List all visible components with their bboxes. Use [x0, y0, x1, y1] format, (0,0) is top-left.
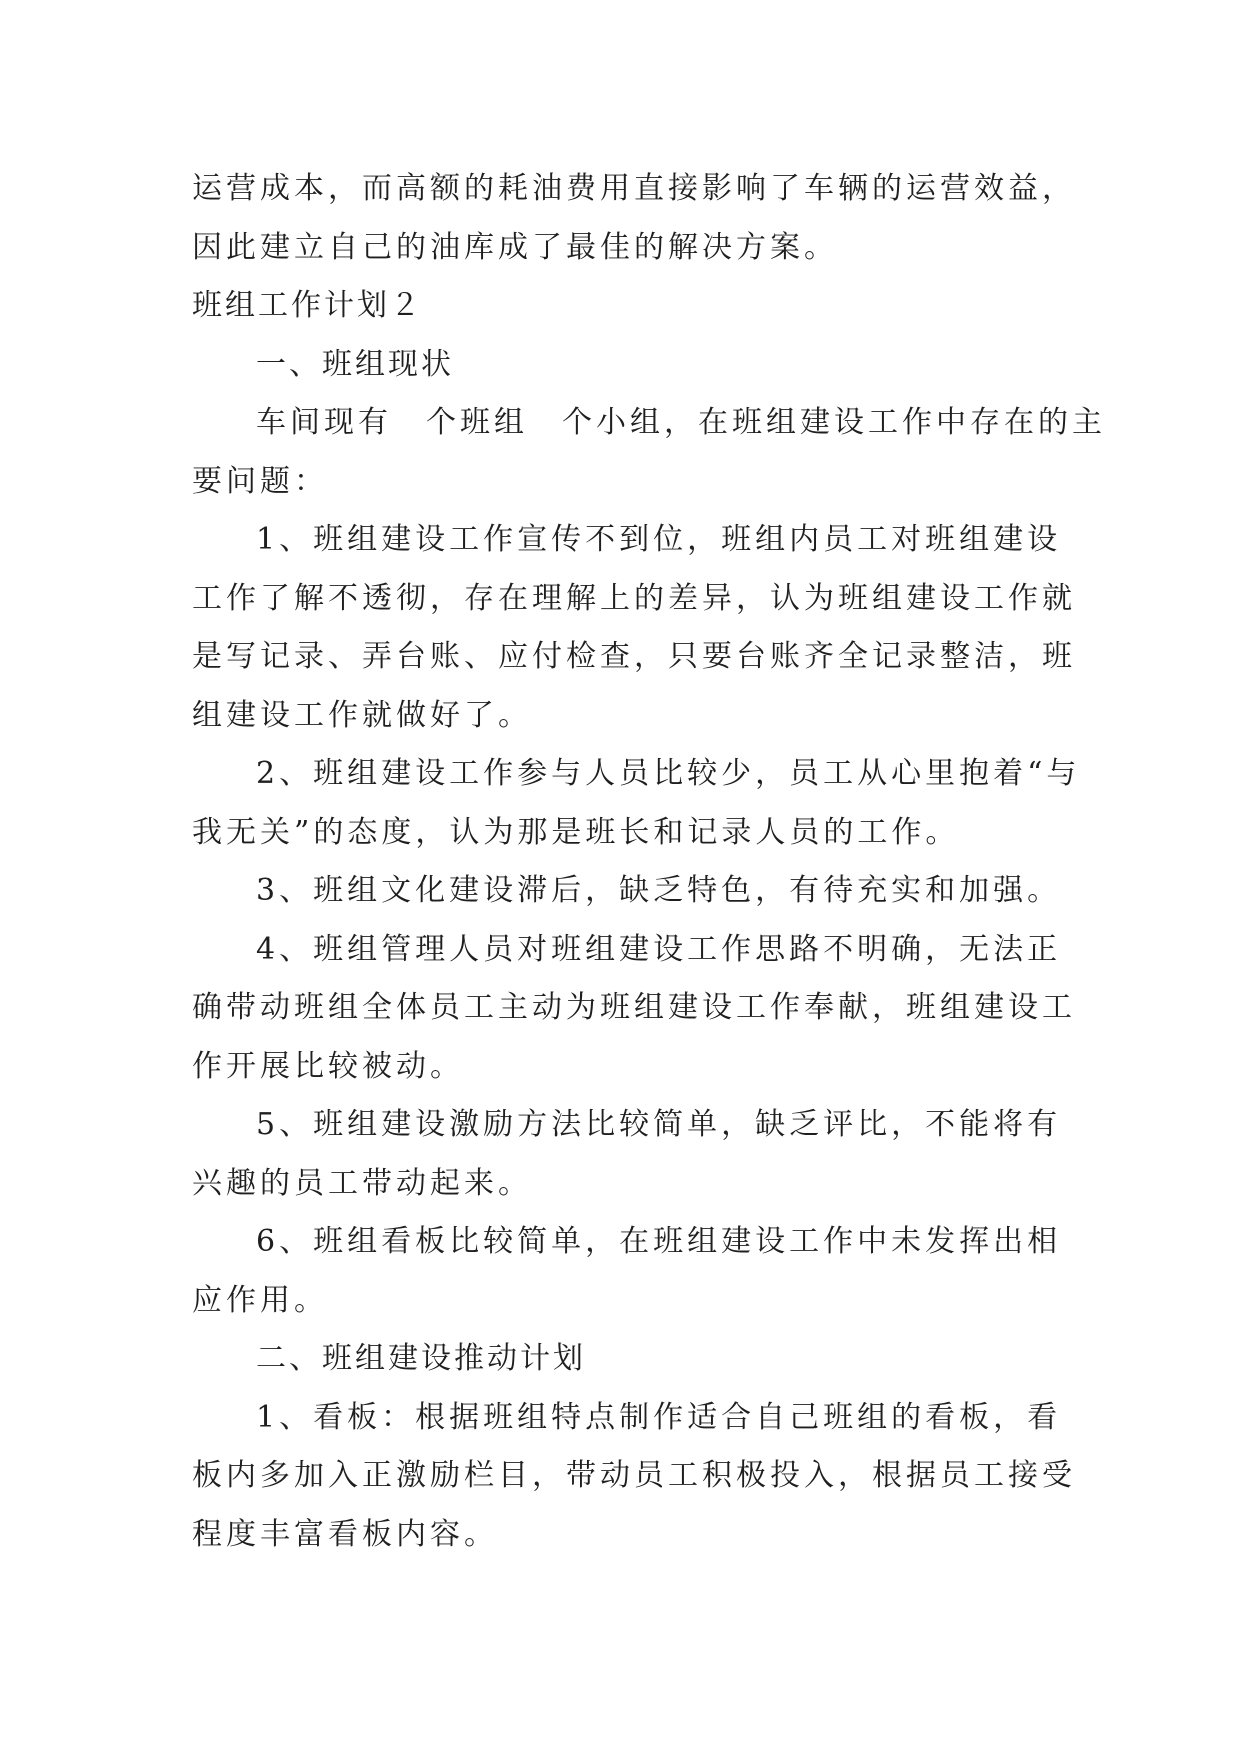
text-line: 是写记录、弄台账、应付检查，只要台账齐全记录整洁，班: [192, 639, 1076, 674]
text-line: 组建设工作就做好了。: [192, 697, 532, 733]
text-line: 3、班组文化建设滞后，缺乏特色，有待充实和加强。: [256, 873, 1062, 908]
text-line: 应作用。: [192, 1282, 328, 1318]
section-heading: 二、班组建设推动计划: [256, 1341, 586, 1376]
text-line: 工作了解不透彻，存在理解上的差异，认为班组建设工作就: [192, 580, 1076, 616]
text-line: 确带动班组全体员工主动为班组建设工作奉献，班组建设工: [192, 990, 1076, 1025]
text-line: 运营成本，而高额的耗油费用直接影响了车辆的运营效益，: [192, 171, 1076, 206]
text-line: 兴趣的员工带动起来。: [192, 1165, 532, 1201]
section-title: 班组工作计划２: [192, 288, 423, 323]
text-line: 作开展比较被动。: [192, 1048, 464, 1084]
document-body: [192, 160, 1106, 1564]
section-heading: 一、班组现状: [256, 346, 454, 382]
text-line: 车间现有 个班组 个小组，在班组建设工作中存在的主: [256, 405, 1106, 440]
text-line: 程度丰富看板内容。: [192, 1516, 498, 1552]
text-line: 要问题：: [192, 463, 328, 499]
text-line: 6、班组看板比较简单，在班组建设工作中未发挥出相: [256, 1224, 1062, 1259]
text-line: 1、班组建设工作宣传不到位，班组内员工对班组建设: [256, 522, 1062, 557]
text-line: 5、班组建设激励方法比较简单，缺乏评比，不能将有: [256, 1107, 1062, 1142]
text-line: 我无关”的态度，认为那是班长和记录人员的工作。: [192, 814, 960, 850]
text-line: 板内多加入正激励栏目，带动员工积极投入，根据员工接受: [192, 1458, 1076, 1493]
text-line: 2、班组建设工作参与人员比较少，员工从心里抱着“与: [256, 756, 1081, 791]
text-line: 4、班组管理人员对班组建设工作思路不明确，无法正: [256, 931, 1062, 967]
text-line: 1、看板：根据班组特点制作适合自己班组的看板，看: [256, 1399, 1062, 1435]
text-line: 因此建立自己的油库成了最佳的解决方案。: [192, 229, 838, 265]
